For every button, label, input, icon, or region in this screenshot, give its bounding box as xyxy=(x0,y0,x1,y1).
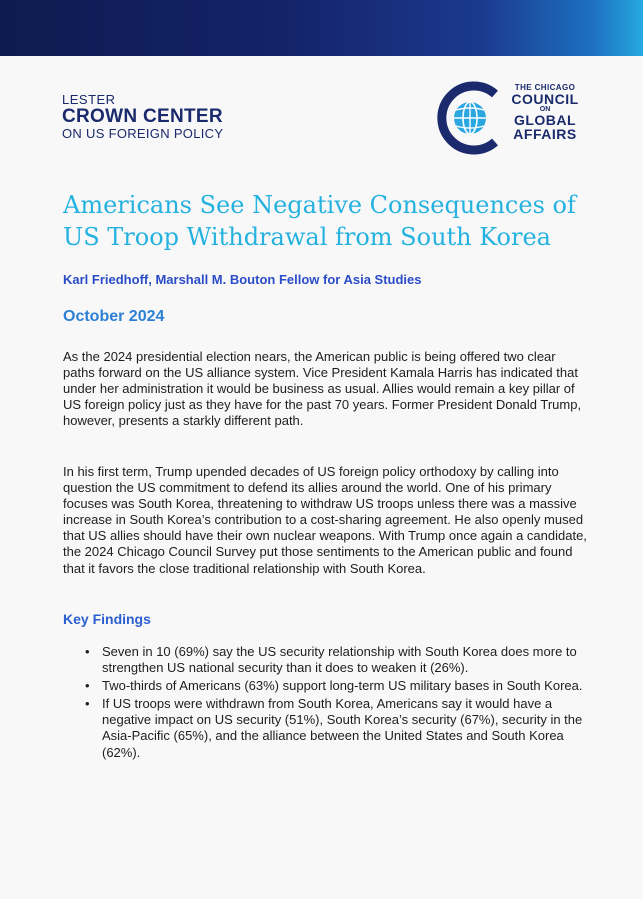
intro-paragraph-2: In his first term, Trump upended decades of US foreign policy orthodoxy by calling into question the US commitment to defend its allies around the world. One of his primary focuses was South Korea, threatening to withdraw US troops unless there was a massive increase in South Korea’s contribution to a cost-sharing agreement. He also openly mused that US allies should have their own nuclear weapons. With Trump once again a candidate, the 2024 Chicago Council Survey put those sentiments to the American public and found that it favors the close traditional relationship with South Korea. xyxy=(63,464,587,576)
ccga-logo-line5: AFFAIRS xyxy=(513,126,577,142)
intro-paragraph-1: As the 2024 presidential election nears, the American public is being offered two clear paths forward on the US alliance system. Vice President Kamala Harris has indicated that under her administration it would be business as usual. Allies would remain a key pillar of US foreign policy just as they have for the past 70 years. Former President Donald Trump, however, presents a starkly different path. xyxy=(63,349,582,429)
bullet-icon: • xyxy=(85,644,90,659)
header-banner xyxy=(0,0,643,56)
lcc-logo-line2: CROWN CENTER xyxy=(62,105,223,127)
ccga-logo-line3: ON xyxy=(539,106,551,113)
globe-c-icon xyxy=(432,78,510,158)
finding-text: Seven in 10 (69%) say the US security relationship with South Korea does more to strengthen US national security than it does to weaken it (26%). xyxy=(102,644,577,676)
report-title: Americans See Negative Consequences of US Troop Withdrawal from South Korea xyxy=(63,191,576,251)
finding-text: If US troops were withdrawn from South Korea, Americans say it would have a negative impact on US security (51%), South Korea’s security (67%), security in the Asia-Pacific (65%), and the alliance between the United States and South Korea (62%). xyxy=(102,696,583,760)
key-findings-heading: Key Findings xyxy=(63,611,151,627)
lester-crown-center-logo xyxy=(62,93,223,140)
page-header xyxy=(0,56,643,166)
key-findings-list xyxy=(63,644,591,763)
lcc-logo-line1: LESTER xyxy=(62,92,116,107)
list-item xyxy=(63,644,591,676)
ccga-logo-line4: GLOBAL xyxy=(513,112,577,128)
list-item xyxy=(63,678,591,694)
publication-date: October 2024 xyxy=(63,308,165,325)
finding-text: Two-thirds of Americans (63%) support long-term US military bases in South Korea. xyxy=(102,678,583,694)
author-byline: Karl Friedhoff, Marshall M. Bouton Fellow for Asia Studies xyxy=(63,272,422,287)
ccga-logo-line1: THE CHICAGO xyxy=(514,83,576,92)
bullet-icon: • xyxy=(85,696,90,712)
bullet-icon: • xyxy=(85,678,90,694)
lcc-logo-line3: ON US FOREIGN POLICY xyxy=(62,125,224,141)
list-item xyxy=(63,696,591,760)
ccga-logo-line2: COUNCIL xyxy=(511,91,579,107)
chicago-council-logo xyxy=(432,78,592,158)
